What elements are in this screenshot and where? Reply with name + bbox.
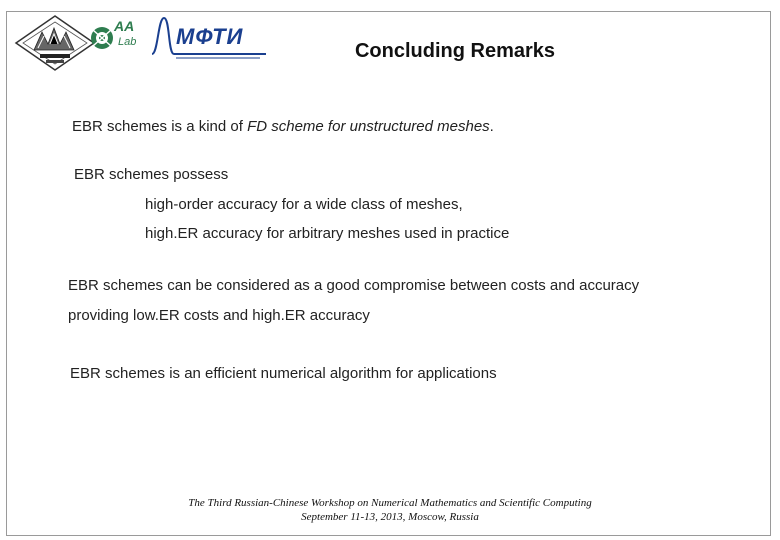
remark-4: EBR schemes is an efficient numerical algorithm for applications [70,365,497,382]
mipt-text: МФТИ [176,24,244,49]
remark-1 [72,118,494,135]
lab-text: Lab [118,36,137,48]
remark-1-emphasis: FD scheme for unstructured meshes [247,118,490,135]
remark-2-item-2: high.ER accuracy for arbitrary meshes used in practice [145,225,510,242]
aa-lab-logo-icon [88,16,140,56]
mipt-logo-icon [150,14,270,62]
slide-frame [6,11,771,536]
remark-3-line-2: providing low.ER costs and high.ER accuracy [68,307,370,324]
remark-2-item-1: high-order accuracy for a wide class of meshes, [145,196,463,213]
ipm-logo-icon [14,14,96,72]
remark-2: EBR schemes possess [74,166,229,183]
footer [130,496,650,524]
remark-1-prefix: EBR schemes is a kind of [72,118,248,135]
slide-title: Concluding Remarks [354,40,556,62]
footer-line-2: September 11-13, 2013, Moscow, Russia [301,511,479,523]
footer-line-1: The Third Russian-Chinese Workshop on Numerical Mathematics and Scientific Computing [188,497,592,509]
aa-text: AA [114,18,135,34]
remark-3-line-1: EBR schemes can be considered as a good compromise between costs and accuracy [68,277,640,294]
remark-1-suffix: . [489,118,494,135]
